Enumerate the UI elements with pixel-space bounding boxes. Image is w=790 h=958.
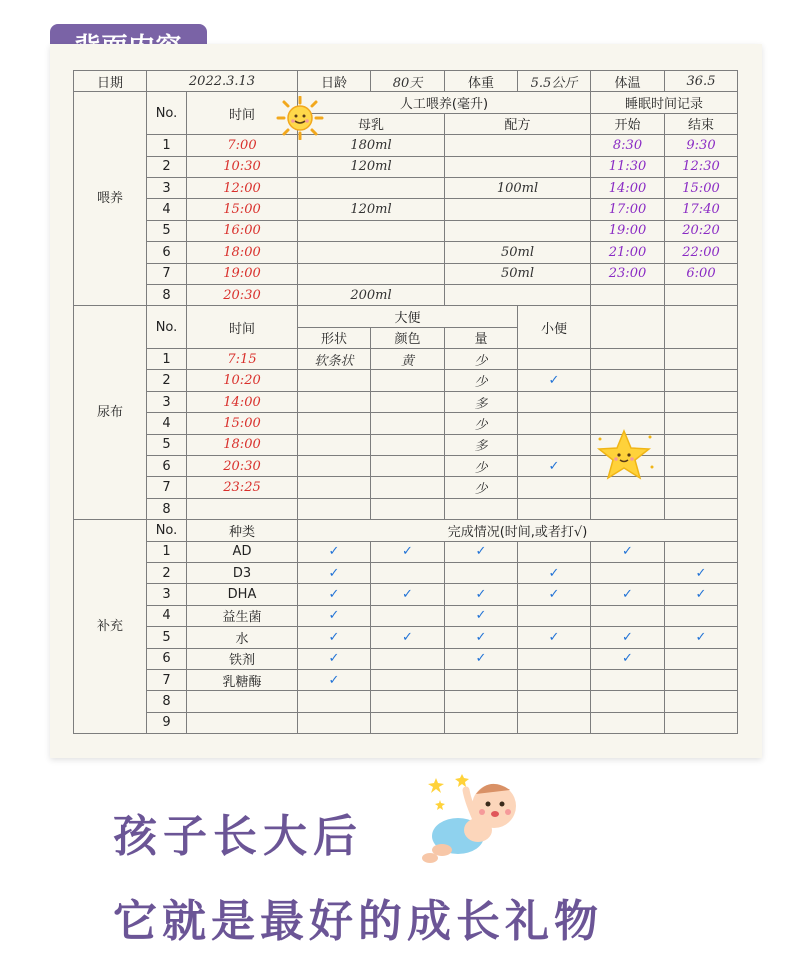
time-header: 时间 xyxy=(187,306,298,349)
stool-shape xyxy=(298,434,371,455)
star-icon xyxy=(592,425,656,485)
completion-check xyxy=(298,712,371,733)
stool-amount xyxy=(445,498,518,519)
breast-milk-amount: 180ml xyxy=(298,135,445,156)
stool-amount: 少 xyxy=(445,370,518,391)
urine-check: ✓ xyxy=(518,370,591,391)
blank-cell xyxy=(665,498,738,519)
feed-time: 10:30 xyxy=(187,156,298,177)
table-row xyxy=(74,220,738,241)
tagline-line-1: 孩子长大后 xyxy=(113,811,363,862)
blank-cell xyxy=(665,456,738,477)
urine-check: ✓ xyxy=(518,456,591,477)
completion-check xyxy=(518,691,591,712)
age-value: 80天 xyxy=(371,71,445,92)
breast-milk-amount xyxy=(298,220,445,241)
sleep-start: 23:00 xyxy=(591,263,665,284)
blank-cell xyxy=(591,391,665,412)
diaper-time: 20:30 xyxy=(187,456,298,477)
table-row xyxy=(74,242,738,263)
urine-check xyxy=(518,434,591,455)
completion-check xyxy=(298,691,371,712)
completion-check xyxy=(445,712,518,733)
row-number: 6 xyxy=(147,648,187,669)
blank-cell xyxy=(591,498,665,519)
sleep-end: 12:30 xyxy=(665,156,738,177)
sleep-end: 22:00 xyxy=(665,242,738,263)
table-row xyxy=(74,391,738,412)
diaper-time: 7:15 xyxy=(187,349,298,370)
sleep-start xyxy=(591,284,665,305)
completion-check xyxy=(665,712,738,733)
completion-check: ✓ xyxy=(298,669,371,690)
stool-color-header: 颜色 xyxy=(371,327,445,348)
stool-color xyxy=(371,434,445,455)
completion-check xyxy=(591,605,665,626)
table-row xyxy=(74,156,738,177)
completion-check xyxy=(518,669,591,690)
completion-check xyxy=(518,648,591,669)
no-header: No. xyxy=(147,520,187,541)
baby-log-table xyxy=(73,70,738,734)
row-number: 3 xyxy=(147,391,187,412)
stool-amount-header: 量 xyxy=(445,327,518,348)
stool-shape xyxy=(298,477,371,498)
completion-check xyxy=(518,541,591,562)
table-row xyxy=(74,627,738,648)
urine-check xyxy=(518,498,591,519)
completion-check xyxy=(371,691,445,712)
stool-color xyxy=(371,498,445,519)
row-number: 1 xyxy=(147,349,187,370)
table-row xyxy=(74,669,738,690)
row-number: 6 xyxy=(147,456,187,477)
blank-cell xyxy=(665,349,738,370)
blank-cell xyxy=(665,391,738,412)
row-number: 4 xyxy=(147,199,187,220)
tagline-line-2: 它就是最好的成长礼物 xyxy=(113,896,603,947)
sleep-start: 11:30 xyxy=(591,156,665,177)
stool-shape xyxy=(298,456,371,477)
table-row xyxy=(74,349,738,370)
table-row xyxy=(74,691,738,712)
table-row xyxy=(74,648,738,669)
formula-amount xyxy=(445,284,591,305)
supplement-type: 乳糖酶 xyxy=(187,669,298,690)
row-number: 1 xyxy=(147,541,187,562)
blank-cell xyxy=(591,370,665,391)
row-number: 2 xyxy=(147,370,187,391)
row-number: 5 xyxy=(147,434,187,455)
completion-check: ✓ xyxy=(298,627,371,648)
blank-cell xyxy=(665,413,738,434)
completion-check: ✓ xyxy=(445,605,518,626)
urine-check xyxy=(518,413,591,434)
table-row xyxy=(74,71,738,92)
completion-check: ✓ xyxy=(371,584,445,605)
stool-shape xyxy=(298,498,371,519)
completion-check: ✓ xyxy=(591,648,665,669)
stool-amount: 多 xyxy=(445,434,518,455)
completion-check: ✓ xyxy=(445,584,518,605)
stool-amount: 少 xyxy=(445,413,518,434)
completion-check: ✓ xyxy=(445,541,518,562)
row-number: 3 xyxy=(147,584,187,605)
completion-check: ✓ xyxy=(371,627,445,648)
sleep-end: 9:30 xyxy=(665,135,738,156)
row-number: 2 xyxy=(147,562,187,583)
row-number: 8 xyxy=(147,691,187,712)
formula-amount xyxy=(445,199,591,220)
completion-check xyxy=(518,712,591,733)
completion-check xyxy=(591,712,665,733)
breast-milk-amount xyxy=(298,242,445,263)
sleep-header: 睡眠时间记录 xyxy=(591,92,738,113)
stool-color: 黄 xyxy=(371,349,445,370)
completion-check: ✓ xyxy=(665,562,738,583)
diaper-time: 10:20 xyxy=(187,370,298,391)
stool-color xyxy=(371,477,445,498)
supplement-type: DHA xyxy=(187,584,298,605)
row-number: 7 xyxy=(147,263,187,284)
completion-check: ✓ xyxy=(371,541,445,562)
table-row xyxy=(74,92,738,113)
completion-check xyxy=(665,605,738,626)
blank-cell xyxy=(591,349,665,370)
temp-label: 体温 xyxy=(591,71,665,92)
blank-cell xyxy=(665,477,738,498)
feed-time: 16:00 xyxy=(187,220,298,241)
table-row xyxy=(74,177,738,198)
age-label: 日龄 xyxy=(298,71,371,92)
formula-amount: 50ml xyxy=(445,263,591,284)
urine-check xyxy=(518,391,591,412)
sleep-start: 21:00 xyxy=(591,242,665,263)
table-row xyxy=(74,135,738,156)
completion-check xyxy=(665,541,738,562)
completion-check: ✓ xyxy=(445,627,518,648)
stool-shape-header: 形状 xyxy=(298,327,371,348)
completion-check: ✓ xyxy=(518,562,591,583)
supplement-type: D3 xyxy=(187,562,298,583)
no-header: No. xyxy=(147,92,187,135)
row-number: 6 xyxy=(147,242,187,263)
diaper-time: 18:00 xyxy=(187,434,298,455)
feed-time: 12:00 xyxy=(187,177,298,198)
diaper-time: 23:25 xyxy=(187,477,298,498)
completion-check xyxy=(665,691,738,712)
row-number: 1 xyxy=(147,135,187,156)
stool-amount: 少 xyxy=(445,477,518,498)
supplement-type xyxy=(187,691,298,712)
time-header: 时间 xyxy=(187,92,298,135)
row-number: 5 xyxy=(147,220,187,241)
diaper-time xyxy=(187,498,298,519)
row-number: 5 xyxy=(147,627,187,648)
supplement-type xyxy=(187,712,298,733)
row-number: 3 xyxy=(147,177,187,198)
sleep-end xyxy=(665,284,738,305)
feed-time: 15:00 xyxy=(187,199,298,220)
sleep-end-header: 结束 xyxy=(665,113,738,134)
weight-label: 体重 xyxy=(445,71,518,92)
completion-check: ✓ xyxy=(518,627,591,648)
breast-milk-header: 母乳 xyxy=(298,113,445,134)
row-number: 4 xyxy=(147,605,187,626)
blank-cell xyxy=(665,306,738,349)
row-number: 9 xyxy=(147,712,187,733)
completion-check xyxy=(371,562,445,583)
completion-check: ✓ xyxy=(591,627,665,648)
completion-check xyxy=(371,669,445,690)
completion-check: ✓ xyxy=(665,584,738,605)
row-number: 8 xyxy=(147,284,187,305)
feed-time: 18:00 xyxy=(187,242,298,263)
sun-icon xyxy=(275,96,325,140)
supplement-type: 铁剂 xyxy=(187,648,298,669)
temp-value: 36.5 xyxy=(665,71,738,92)
sleep-start-header: 开始 xyxy=(591,113,665,134)
breast-milk-amount xyxy=(298,263,445,284)
feed-time: 19:00 xyxy=(187,263,298,284)
table-row xyxy=(74,370,738,391)
completion-check xyxy=(371,712,445,733)
completion-check: ✓ xyxy=(518,584,591,605)
completion-check xyxy=(371,648,445,669)
stool-color xyxy=(371,413,445,434)
table-row xyxy=(74,605,738,626)
completion-check xyxy=(518,605,591,626)
completion-check xyxy=(665,669,738,690)
completion-check xyxy=(591,562,665,583)
completion-check: ✓ xyxy=(445,648,518,669)
completion-check xyxy=(591,691,665,712)
urine-check xyxy=(518,477,591,498)
stool-color xyxy=(371,370,445,391)
completion-check xyxy=(665,648,738,669)
blank-cell xyxy=(665,434,738,455)
breast-milk-amount xyxy=(298,177,445,198)
table-row xyxy=(74,498,738,519)
formula-amount xyxy=(445,156,591,177)
stool-amount: 少 xyxy=(445,456,518,477)
completion-check: ✓ xyxy=(591,541,665,562)
row-number: 8 xyxy=(147,498,187,519)
supplement-type: 水 xyxy=(187,627,298,648)
date-label: 日期 xyxy=(74,71,147,92)
breast-milk-amount: 120ml xyxy=(298,199,445,220)
urine-header: 小便 xyxy=(518,306,591,349)
no-header: No. xyxy=(147,306,187,349)
table-row xyxy=(74,541,738,562)
formula-amount xyxy=(445,135,591,156)
breast-milk-amount: 200ml xyxy=(298,284,445,305)
formula-header: 配方 xyxy=(445,113,591,134)
formula-amount: 100ml xyxy=(445,177,591,198)
table-row xyxy=(74,263,738,284)
stool-shape xyxy=(298,391,371,412)
stool-color xyxy=(371,391,445,412)
table-row xyxy=(74,284,738,305)
table-row xyxy=(74,520,738,541)
formula-amount: 50ml xyxy=(445,242,591,263)
urine-check xyxy=(518,349,591,370)
breast-milk-amount: 120ml xyxy=(298,156,445,177)
blank-cell xyxy=(591,306,665,349)
section-supplement: 补充 xyxy=(74,520,147,734)
table-row xyxy=(74,306,738,327)
sleep-end: 15:00 xyxy=(665,177,738,198)
sleep-start: 14:00 xyxy=(591,177,665,198)
completion-check: ✓ xyxy=(298,648,371,669)
completion-check xyxy=(371,605,445,626)
type-header: 种类 xyxy=(187,520,298,541)
completion-check xyxy=(591,669,665,690)
completion-check: ✓ xyxy=(298,541,371,562)
completion-check xyxy=(445,691,518,712)
completion-check: ✓ xyxy=(298,605,371,626)
table-row xyxy=(74,712,738,733)
diaper-time: 14:00 xyxy=(187,391,298,412)
supplement-type: AD xyxy=(187,541,298,562)
stool-shape xyxy=(298,370,371,391)
sleep-end: 6:00 xyxy=(665,263,738,284)
weight-value: 5.5公斤 xyxy=(518,71,591,92)
sleep-start: 17:00 xyxy=(591,199,665,220)
formula-amount xyxy=(445,220,591,241)
row-number: 2 xyxy=(147,156,187,177)
feed-time: 20:30 xyxy=(187,284,298,305)
completion-header: 完成情况(时间,或者打√) xyxy=(298,520,738,541)
row-number: 4 xyxy=(147,413,187,434)
sleep-end: 17:40 xyxy=(665,199,738,220)
table-row xyxy=(74,562,738,583)
sleep-end: 20:20 xyxy=(665,220,738,241)
sleep-start: 8:30 xyxy=(591,135,665,156)
date-value: 2022.3.13 xyxy=(147,71,298,92)
stool-shape xyxy=(298,413,371,434)
stool-shape: 软条状 xyxy=(298,349,371,370)
completion-check xyxy=(445,669,518,690)
stool-header: 大便 xyxy=(298,306,518,327)
stool-amount: 多 xyxy=(445,391,518,412)
completion-check: ✓ xyxy=(298,584,371,605)
diaper-time: 15:00 xyxy=(187,413,298,434)
supplement-type: 益生菌 xyxy=(187,605,298,626)
stool-amount: 少 xyxy=(445,349,518,370)
row-number: 7 xyxy=(147,477,187,498)
sleep-start: 19:00 xyxy=(591,220,665,241)
table-row xyxy=(74,199,738,220)
completion-check xyxy=(445,562,518,583)
completion-check: ✓ xyxy=(591,584,665,605)
completion-check: ✓ xyxy=(665,627,738,648)
section-feeding: 喂养 xyxy=(74,92,147,306)
completion-check: ✓ xyxy=(298,562,371,583)
feed-time: 7:00 xyxy=(187,135,298,156)
table-row xyxy=(74,584,738,605)
blank-cell xyxy=(665,370,738,391)
artificial-feeding-header: 人工喂养(毫升) xyxy=(298,92,591,113)
baby-illustration xyxy=(418,772,526,868)
stool-color xyxy=(371,456,445,477)
section-diaper: 尿布 xyxy=(74,306,147,520)
row-number: 7 xyxy=(147,669,187,690)
